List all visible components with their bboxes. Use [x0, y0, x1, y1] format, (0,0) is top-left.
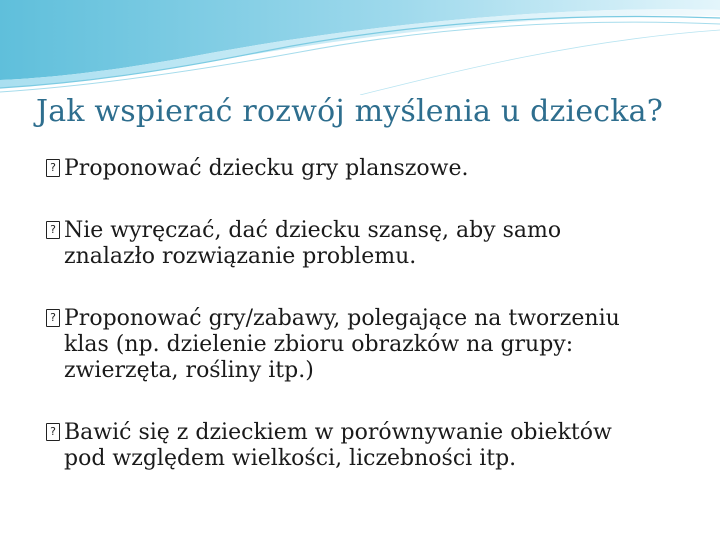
bullet-line: Proponować dziecku gry planszowe.	[64, 156, 469, 181]
bullet-item	[46, 306, 686, 384]
missing-glyph-icon: ?	[46, 309, 60, 327]
bullet-line: znalazło rozwiązanie problemu.	[64, 244, 417, 269]
missing-glyph-icon: ?	[46, 221, 60, 239]
bullet-line: zwierzęta, rośliny itp.)	[64, 358, 314, 383]
bullet-item	[46, 420, 686, 472]
header-wave-banner	[0, 0, 720, 95]
bullet-item	[46, 218, 686, 270]
bullet-line: Nie wyręczać, dać dziecku szansę, aby samo	[64, 218, 562, 243]
missing-glyph-icon: ?	[46, 423, 60, 441]
bullet-line: Proponować gry/zabawy, polegające na tworzeniu	[64, 306, 620, 331]
bullet-line: pod względem wielkości, liczebności itp.	[64, 446, 517, 471]
bullet-line: klas (np. dzielenie zbioru obrazków na grupy:	[64, 332, 574, 357]
bullet-list	[46, 156, 686, 472]
bullet-line: Bawić się z dzieckiem w porównywanie obiektów	[64, 420, 612, 445]
bullet-item	[46, 156, 686, 182]
slide-title: Jak wspierać rozwój myślenia u dziecka?	[36, 94, 664, 129]
missing-glyph-icon: ?	[46, 159, 60, 177]
